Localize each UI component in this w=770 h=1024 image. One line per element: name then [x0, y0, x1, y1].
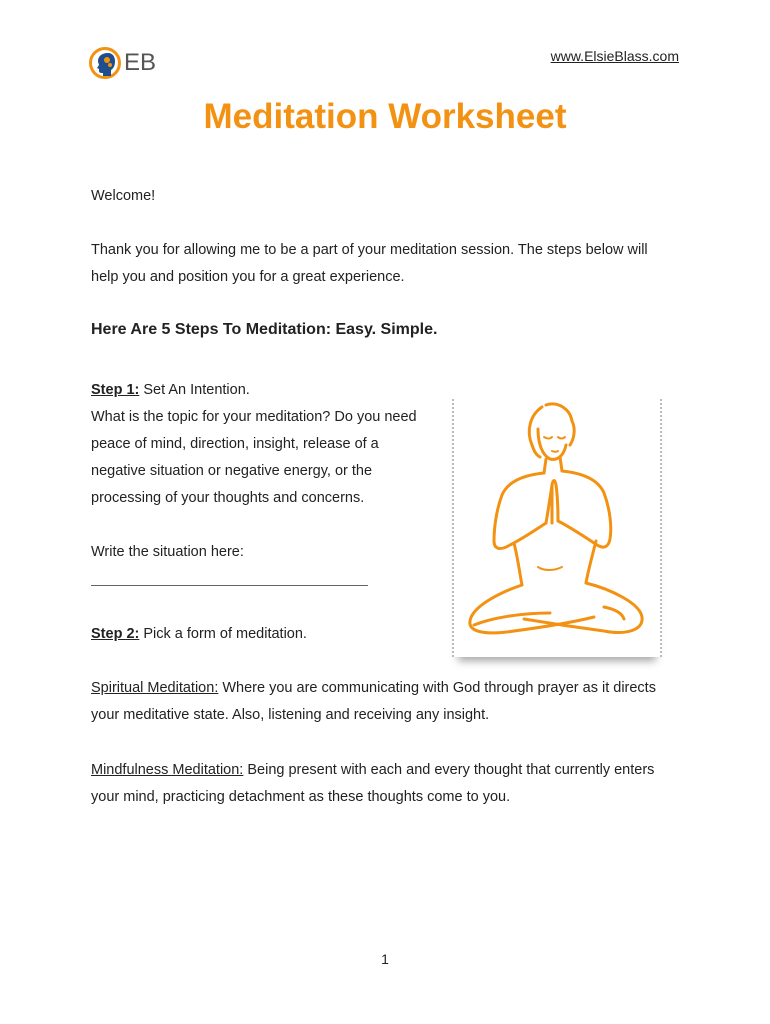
logo-text: EB — [124, 49, 157, 76]
spiritual-label: Spiritual Meditation: — [91, 680, 219, 696]
meditating-figure-icon — [454, 399, 660, 657]
meditation-illustration — [452, 399, 662, 657]
mindfulness-line-1 — [91, 757, 654, 784]
write-prompt: Write the situation here: — [91, 544, 244, 560]
steps-heading: Here Are 5 Steps To Meditation: Easy. Simple. — [91, 321, 438, 338]
step1-title: Set An Intention. — [139, 382, 250, 398]
spiritual-line-2: your meditative state. Also, listening and receiving any insight. — [91, 707, 490, 723]
website-link[interactable]: www.ElsieBlass.com — [550, 48, 679, 64]
mindfulness-line-2: your mind, practicing detachment as these thoughts come to you. — [91, 789, 511, 805]
mindfulness-label: Mindfulness Meditation: — [91, 762, 244, 778]
spiritual-text: Where you are communicating with God through prayer as it directs — [218, 680, 656, 696]
write-line-field[interactable] — [91, 585, 368, 586]
step1-line: peace of mind, direction, insight, release of a — [91, 436, 379, 452]
page-number: 1 — [381, 951, 389, 967]
welcome-text: Welcome! — [91, 188, 156, 204]
intro-line-1: Thank you for allowing me to be a part of your meditation session. The steps below will — [91, 242, 648, 258]
spiritual-line-1 — [91, 675, 656, 702]
intro-line-2: help you and position you for a great experience. — [91, 269, 405, 285]
step1-line: negative situation or negative energy, or the — [91, 463, 373, 479]
step1-heading — [91, 377, 250, 404]
head-profile-icon — [88, 46, 122, 80]
step2-label: Step 2: — [91, 626, 140, 642]
step2-title: Pick a form of meditation. — [139, 626, 307, 642]
page-title: Meditation Worksheet — [203, 97, 567, 136]
mindfulness-text: Being present with each and every thought that currently enters — [243, 762, 655, 778]
step1-label: Step 1: — [91, 382, 140, 398]
step1-line: What is the topic for your meditation? Do you need — [91, 409, 417, 425]
step1-line: processing of your thoughts and concerns. — [91, 490, 365, 506]
step2-heading — [91, 621, 307, 648]
